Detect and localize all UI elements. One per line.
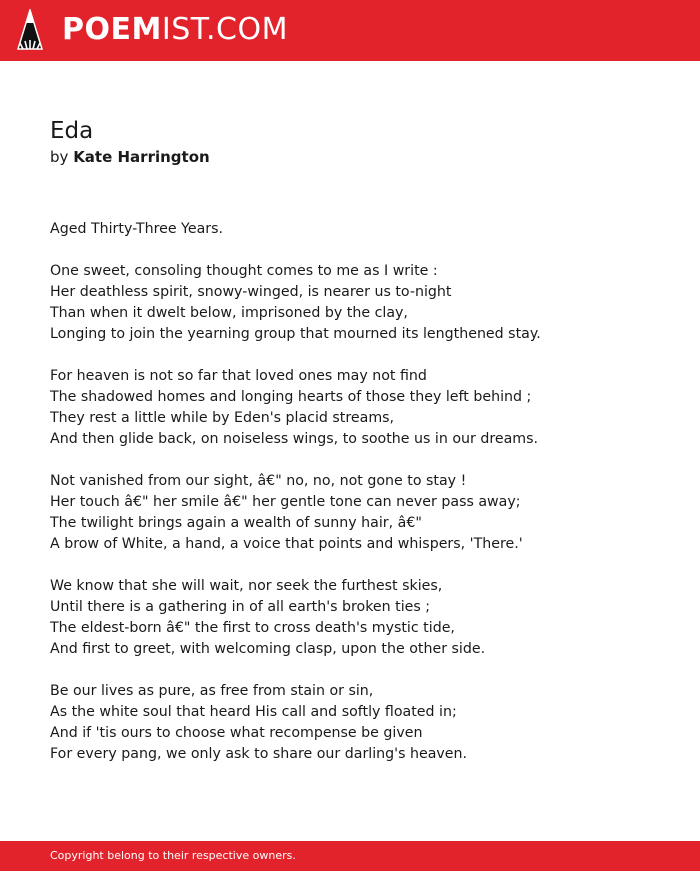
author-name: Kate Harrington: [73, 148, 210, 166]
site-header: [0, 0, 700, 61]
poem-body: [50, 219, 670, 765]
page-title: Eda: [50, 118, 94, 144]
poem-line: Than when it dwelt below, imprisoned by the clay,: [50, 305, 408, 321]
stanza: [50, 261, 670, 345]
logo-light-text: IST.COM: [161, 12, 288, 47]
poem-line: Her touch â€" her smile â€" her gentle tone can never pass away;: [50, 494, 521, 510]
pencil-icon[interactable]: [17, 9, 43, 51]
poem-line: Her deathless spirit, snowy-winged, is nearer us to-night: [50, 284, 452, 300]
stanza: [50, 471, 670, 555]
poem-heading: [50, 117, 210, 167]
poem-line: The twilight brings again a wealth of sunny hair, â€": [50, 515, 422, 531]
poem-subtitle: Aged Thirty-Three Years.: [50, 221, 223, 237]
poem-line: Longing to join the yearning group that mourned its lengthened stay.: [50, 326, 541, 342]
poem-line: We know that she will wait, nor seek the furthest skies,: [50, 578, 443, 594]
poem-line: They rest a little while by Eden's placid streams,: [50, 410, 395, 426]
poem-line: The eldest-born â€" the first to cross death's mystic tide,: [50, 620, 455, 636]
poem-line: As the white soul that heard His call and softly floated in;: [50, 704, 457, 720]
site-footer: [0, 841, 700, 871]
stanza: [50, 366, 670, 450]
logo-bold-text: POEM: [62, 12, 162, 47]
copyright-notice: Copyright belong to their respective owners.: [50, 849, 296, 862]
poem-line: A brow of White, a hand, a voice that points and whispers, 'There.': [50, 536, 523, 552]
poem-line: Be our lives as pure, as free from stain or sin,: [50, 683, 374, 699]
poem-line: The shadowed homes and longing hearts of those they left behind ;: [50, 389, 532, 405]
byline: [50, 147, 210, 167]
stanza: [50, 681, 670, 765]
poem-line: And first to greet, with welcoming clasp, upon the other side.: [50, 641, 486, 657]
poem-line: For every pang, we only ask to share our darling's heaven.: [50, 746, 468, 762]
poem-line: And if 'tis ours to choose what recompense be given: [50, 725, 423, 741]
poem-line: Until there is a gathering in of all earth's broken ties ;: [50, 599, 431, 615]
poem-line: Not vanished from our sight, â€" no, no, not gone to stay !: [50, 473, 467, 489]
poem-line: For heaven is not so far that loved ones may not find: [50, 368, 427, 384]
byline-prefix: by: [50, 148, 69, 166]
poem-line: And then glide back, on noiseless wings, to soothe us in our dreams.: [50, 431, 539, 447]
poem-line: One sweet, consoling thought comes to me as I write :: [50, 263, 438, 279]
stanza: [50, 576, 670, 660]
site-logo[interactable]: [62, 12, 288, 48]
